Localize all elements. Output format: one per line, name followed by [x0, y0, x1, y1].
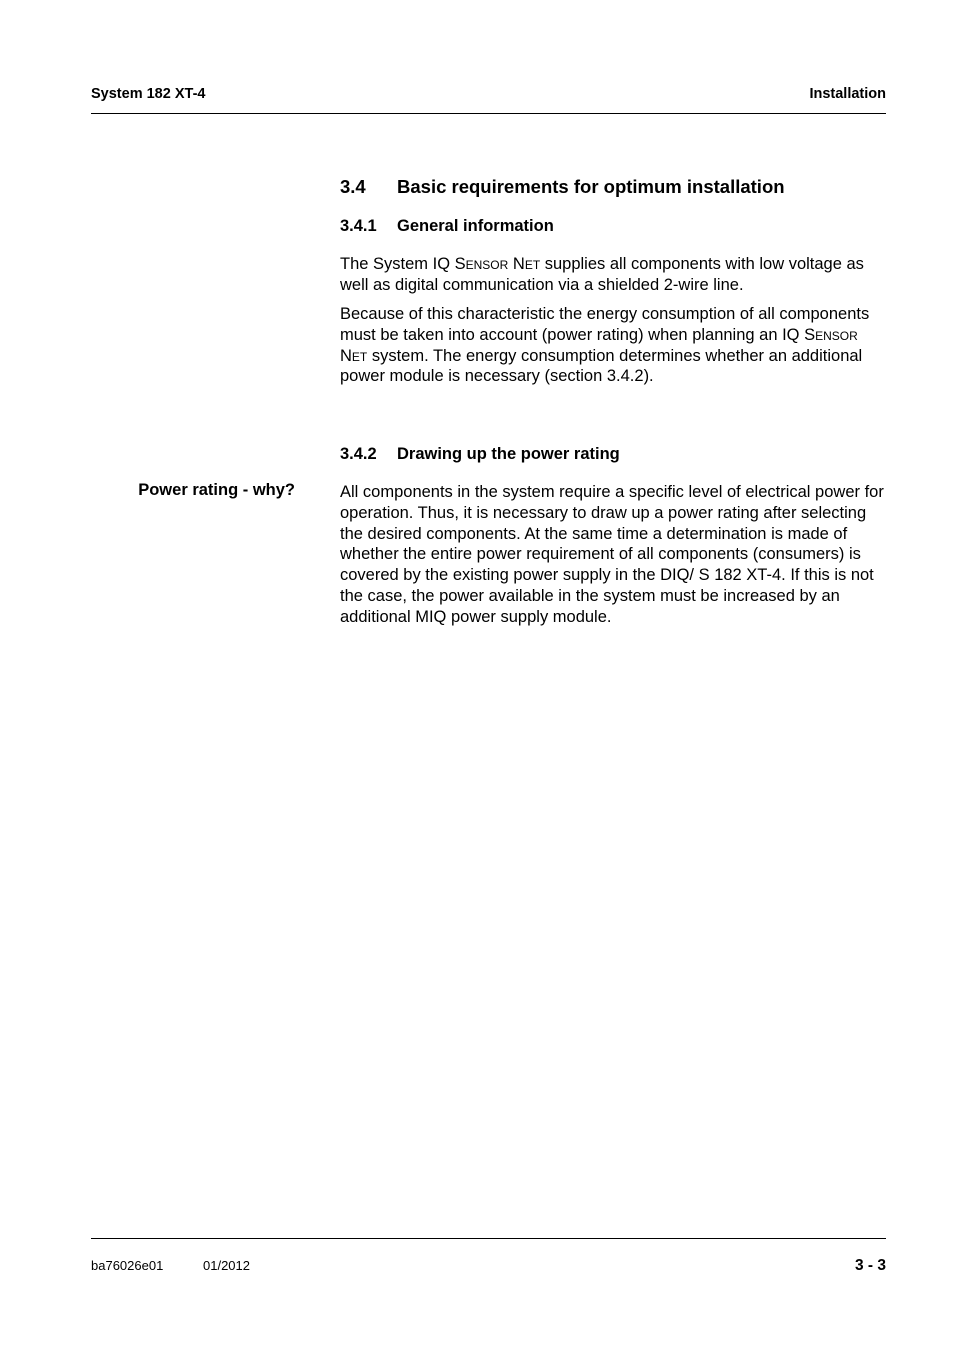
footer-page-number: 3 - 3 [854, 1257, 886, 1274]
section-heading-3-4-1 [340, 217, 554, 236]
section-number: 3.4.2 [340, 445, 377, 463]
section-heading-3-4-2 [340, 445, 620, 464]
section-heading-3-4 [340, 176, 785, 198]
text-run: system. The energy consumption determines whether an additional power module is necessary (section 3.4.2). [340, 346, 863, 386]
paragraph-general-1 [340, 254, 888, 296]
section-title: Drawing up the power rating [397, 445, 620, 463]
text-run: Because of this characteristic the energy consumption of all components must be taken into account (power rating) when planning an IQ [340, 305, 870, 344]
page-header [91, 86, 886, 114]
paragraph-general-2 [340, 304, 888, 387]
margin-label: Power rating - why? [138, 481, 295, 499]
paragraph-power-rating: All components in the system require a specific level of electrical power for operation. Thus, it is necessary to draw up a power rating after selecting the desired components. At the same time a determination is made of whether the entire power requirement of all components (consumers) is covered by the existing power supply in the DIQ/ S 182 XT-4. If this is not the case, the power available in the system must be increased by an additional MIQ power supply module. [340, 483, 884, 626]
small-caps-run: Sensor [804, 325, 858, 344]
small-caps-run: Sensor [454, 255, 509, 273]
section-number: 3.4.1 [340, 217, 377, 235]
small-caps-run: Net [512, 255, 541, 273]
header-title: System 182 XT-4 [91, 86, 206, 102]
header-chapter: Installation [809, 86, 886, 102]
section-number: 3.4 [340, 176, 366, 197]
footer-doc-id: ba76026e01 [91, 1258, 164, 1273]
page-footer [91, 1238, 886, 1279]
text-run: supplies all components with low voltage as well as digital communication via a shielded 2-wire line. [340, 255, 864, 294]
text-run: The System IQ [340, 255, 455, 273]
section-title: General information [397, 217, 554, 235]
small-caps-run: Net [340, 346, 368, 365]
section-title: Basic requirements for optimum installation [397, 176, 785, 197]
footer-date: 01/2012 [203, 1258, 250, 1273]
